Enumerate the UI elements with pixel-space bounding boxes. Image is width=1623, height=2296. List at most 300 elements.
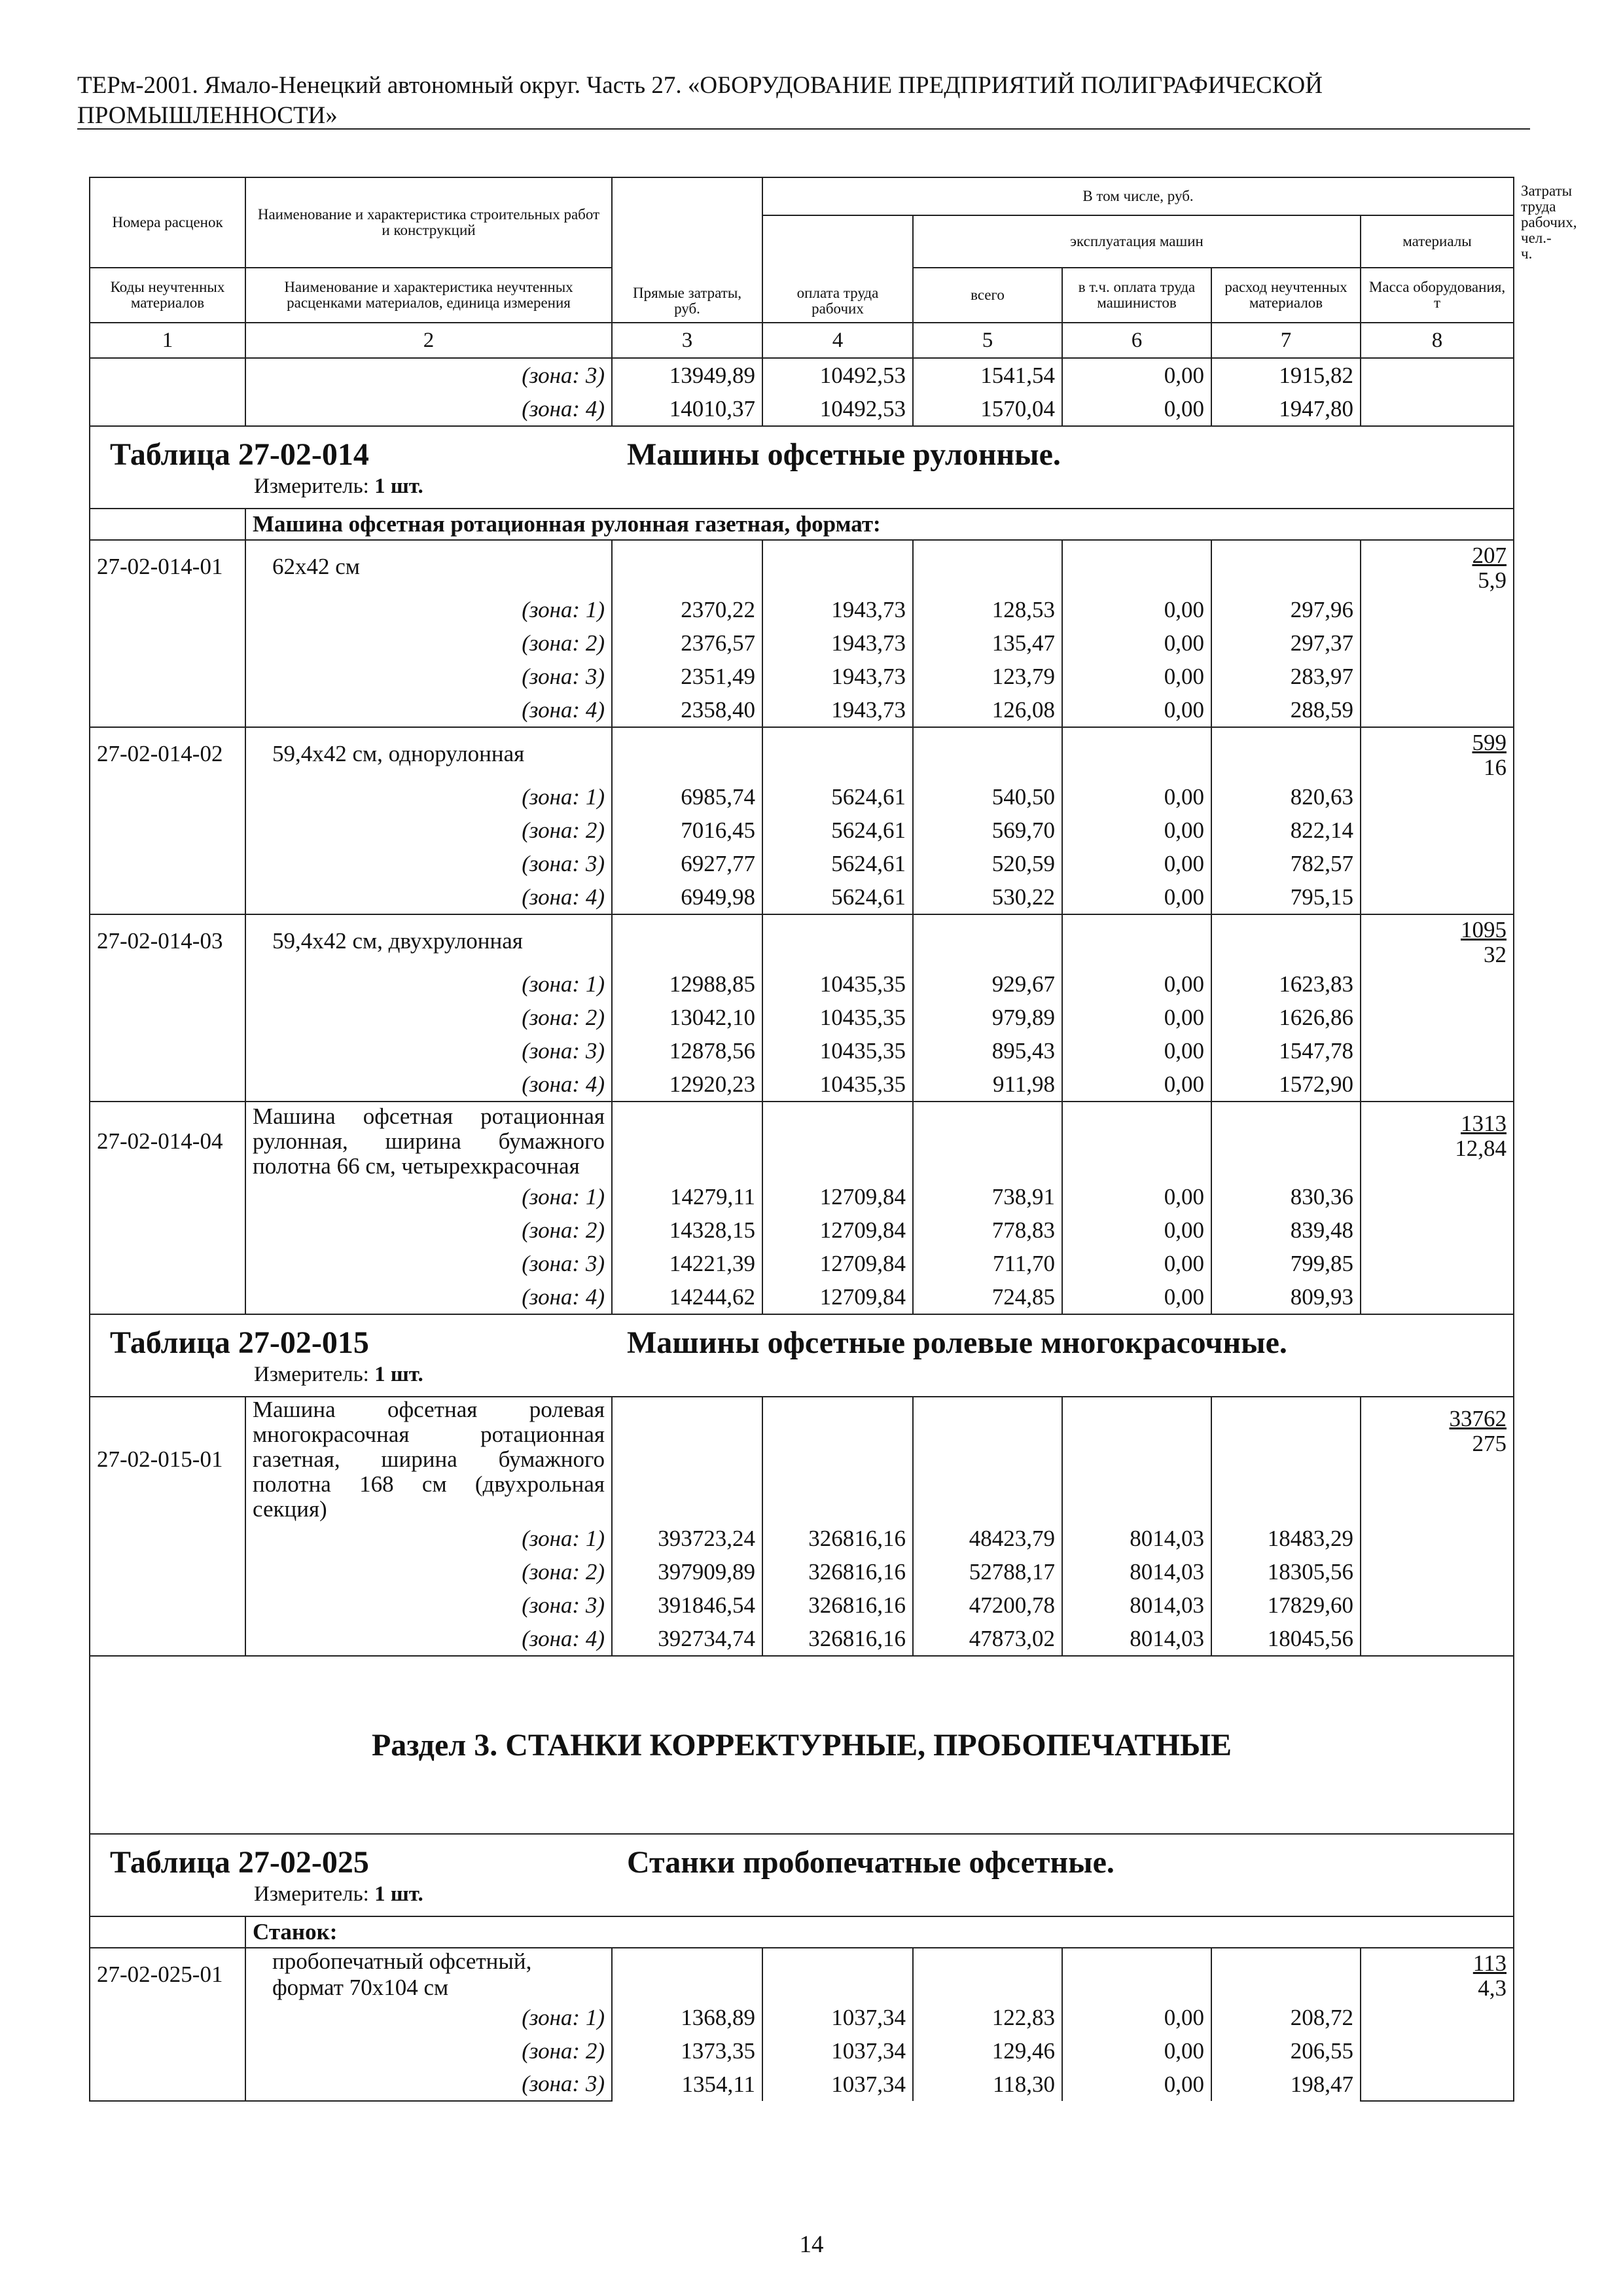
zone-label: (зона: 4) — [245, 1280, 612, 1314]
value-cell: 14244,62 — [612, 1280, 762, 1314]
table-row — [90, 660, 1514, 693]
zone-label: (зона: 4) — [245, 392, 612, 426]
rates-table — [89, 177, 1577, 2102]
empty-cell — [1062, 1102, 1211, 1180]
labor-value: 113 — [1472, 1950, 1507, 1976]
value-cell: 288,59 — [1211, 693, 1361, 727]
mass-cell — [1361, 2068, 1514, 2101]
labor-mass-cell — [1361, 1397, 1514, 1522]
value-cell: 12709,84 — [762, 1280, 913, 1314]
value-cell: 118,30 — [913, 2068, 1062, 2101]
zone-label: (зона: 4) — [245, 1067, 612, 1102]
value-cell: 830,36 — [1211, 1180, 1361, 1213]
table-row — [90, 1034, 1514, 1067]
empty-cell — [913, 914, 1062, 967]
zone-label: (зона: 1) — [245, 2001, 612, 2034]
table-row — [90, 1522, 1514, 1555]
value-cell: 0,00 — [1062, 1213, 1211, 1247]
mass-value: 275 — [1472, 1431, 1507, 1456]
zone-label: (зона: 1) — [245, 593, 612, 626]
empty-cell — [612, 540, 762, 593]
value-cell: 0,00 — [1062, 880, 1211, 914]
value-cell: 10492,53 — [762, 358, 913, 392]
zone-label: (зона: 2) — [245, 814, 612, 847]
col-naim: Наименование и характеристика строительных работ и конструкций — [245, 177, 612, 268]
item-row — [90, 1948, 1514, 2001]
value-cell: 0,00 — [1062, 967, 1211, 1001]
rate-code: 27-02-014-03 — [90, 914, 245, 967]
rate-code: 27-02-015-01 — [90, 1397, 245, 1522]
mass-cell — [1361, 1180, 1514, 1213]
value-cell: 1572,90 — [1211, 1067, 1361, 1102]
mass-cell — [1361, 1522, 1514, 1555]
mass-cell — [1361, 593, 1514, 626]
value-cell: 839,48 — [1211, 1213, 1361, 1247]
table-title-row — [90, 1314, 1514, 1397]
empty-cell — [762, 1397, 913, 1522]
rate-name: 59,4х42 см, двухрулонная — [245, 914, 612, 967]
mass-value: 16 — [1484, 755, 1507, 780]
rate-name: Машина офсетная ротационная рулонная, ширина бумажного полотна 66 см, четырехкрасочная — [245, 1102, 612, 1180]
group-label: Станок: — [245, 1916, 1514, 1948]
value-cell: 0,00 — [1062, 392, 1211, 426]
mass-cell — [1361, 2034, 1514, 2068]
zone-label: (зона: 3) — [245, 1247, 612, 1280]
value-cell: 10435,35 — [762, 1001, 913, 1034]
code-cell — [90, 1555, 245, 1588]
value-cell: 198,47 — [1211, 2068, 1361, 2101]
value-cell: 206,55 — [1211, 2034, 1361, 2068]
value-cell: 1037,34 — [762, 2001, 913, 2034]
value-cell: 0,00 — [1062, 2068, 1211, 2101]
col-num-4: 4 — [762, 323, 913, 358]
mass-cell — [1361, 1213, 1514, 1247]
value-cell: 0,00 — [1062, 693, 1211, 727]
empty-cell — [1211, 540, 1361, 593]
col-pryamye: Прямые затраты, руб. — [612, 177, 762, 323]
value-cell: 1623,83 — [1211, 967, 1361, 1001]
value-cell: 1947,80 — [1211, 392, 1361, 426]
mass-cell — [1361, 1001, 1514, 1034]
table-row — [90, 392, 1514, 426]
value-cell: 540,50 — [913, 780, 1062, 814]
zone-label: (зона: 4) — [245, 880, 612, 914]
code-cell — [90, 626, 245, 660]
zone-label: (зона: 3) — [245, 2068, 612, 2101]
table-row — [90, 2068, 1514, 2101]
col-naim2: Наименование и характеристика неучтенных расценками материалов, единица измерения — [245, 268, 612, 323]
value-cell: 738,91 — [913, 1180, 1062, 1213]
table-title-row — [90, 1834, 1514, 1916]
code-cell — [90, 1247, 245, 1280]
empty-cell — [913, 727, 1062, 780]
labor-mass-cell — [1361, 914, 1514, 967]
code-cell — [90, 1522, 245, 1555]
value-cell: 129,46 — [913, 2034, 1062, 2068]
code-cell — [90, 1180, 245, 1213]
empty-cell — [762, 727, 913, 780]
table-title: Машины офсетные ролевые многокрасочные. — [627, 1325, 1287, 1360]
value-cell: 809,93 — [1211, 1280, 1361, 1314]
value-cell: 123,79 — [913, 660, 1062, 693]
value-cell: 2351,49 — [612, 660, 762, 693]
value-cell: 2376,57 — [612, 626, 762, 660]
measure-line — [110, 1882, 1513, 1907]
value-cell: 7016,45 — [612, 814, 762, 847]
mass-value: 5,9 — [1478, 567, 1507, 593]
code-cell — [90, 693, 245, 727]
mass-cell — [1361, 780, 1514, 814]
table-row — [90, 1555, 1514, 1588]
zone-label: (зона: 1) — [245, 1522, 612, 1555]
table-row — [90, 847, 1514, 880]
col-num-7: 7 — [1211, 323, 1361, 358]
value-cell: 297,37 — [1211, 626, 1361, 660]
table-row — [90, 693, 1514, 727]
col-num-3: 3 — [612, 323, 762, 358]
zone-label: (зона: 3) — [245, 1034, 612, 1067]
value-cell: 0,00 — [1062, 1034, 1211, 1067]
code-cell — [90, 358, 245, 392]
empty-cell — [762, 1102, 913, 1180]
code-cell — [90, 967, 245, 1001]
code-cell — [90, 1001, 245, 1034]
code-cell — [90, 660, 245, 693]
col-vtom: В том числе, руб. — [762, 177, 1514, 215]
value-cell: 393723,24 — [612, 1522, 762, 1555]
mass-cell — [1361, 1588, 1514, 1622]
code-cell — [90, 847, 245, 880]
rate-name: 59,4х42 см, однорулонная — [245, 727, 612, 780]
table-row — [90, 967, 1514, 1001]
value-cell: 397909,89 — [612, 1555, 762, 1588]
table-number: Таблица 27-02-025 — [110, 1845, 369, 1880]
empty-cell — [913, 1102, 1062, 1180]
labor-mass-cell — [1361, 1948, 1514, 2001]
head-row-1: Номера расценок Наименование и характеристика строительных работ и конструкций Прямые затраты, руб. В том числе, руб. Затраты труда рабочих, чел.-ч. — [90, 177, 1514, 215]
rate-code: 27-02-014-04 — [90, 1102, 245, 1180]
value-cell: 122,83 — [913, 2001, 1062, 2034]
empty-cell — [1211, 1948, 1361, 2001]
measure-value: 1 шт. — [374, 475, 423, 498]
value-cell: 48423,79 — [913, 1522, 1062, 1555]
value-cell: 5624,61 — [762, 880, 913, 914]
col-rashod: расход неучтенных материалов — [1211, 268, 1361, 323]
empty-cell — [913, 540, 1062, 593]
head-numbers-row — [90, 323, 1514, 358]
value-cell: 14010,37 — [612, 392, 762, 426]
code-cell — [90, 814, 245, 847]
value-cell: 929,67 — [913, 967, 1062, 1001]
value-cell: 8014,03 — [1062, 1588, 1211, 1622]
table-row — [90, 2034, 1514, 2068]
item-row — [90, 540, 1514, 593]
empty-cell — [612, 914, 762, 967]
value-cell: 8014,03 — [1062, 1622, 1211, 1656]
mass-cell — [1361, 814, 1514, 847]
labor-value: 207 — [1472, 543, 1507, 568]
table-title-line — [110, 436, 1513, 474]
value-cell: 0,00 — [1062, 847, 1211, 880]
value-cell: 0,00 — [1062, 1247, 1211, 1280]
table-row — [90, 1180, 1514, 1213]
mass-cell — [1361, 1247, 1514, 1280]
mass-cell — [1361, 358, 1514, 392]
value-cell: 2358,40 — [612, 693, 762, 727]
value-cell: 208,72 — [1211, 2001, 1361, 2034]
page-number: 14 — [799, 2231, 824, 2258]
measure-value: 1 шт. — [374, 1882, 423, 1906]
zone-label: (зона: 1) — [245, 1180, 612, 1213]
table-row — [90, 1622, 1514, 1656]
table-row — [90, 814, 1514, 847]
empty-cell — [762, 540, 913, 593]
mass-cell — [1361, 1034, 1514, 1067]
labor-mass-cell — [1361, 540, 1514, 593]
table-title: Машины офсетные рулонные. — [627, 437, 1061, 472]
zone-label: (зона: 3) — [245, 1588, 612, 1622]
value-cell: 14221,39 — [612, 1247, 762, 1280]
value-cell: 6985,74 — [612, 780, 762, 814]
value-cell: 47200,78 — [913, 1588, 1062, 1622]
code-cell — [90, 1213, 245, 1247]
value-cell: 1570,04 — [913, 392, 1062, 426]
empty-cell — [1062, 540, 1211, 593]
value-cell: 12988,85 — [612, 967, 762, 1001]
value-cell: 14328,15 — [612, 1213, 762, 1247]
mass-cell — [1361, 626, 1514, 660]
value-cell: 1943,73 — [762, 693, 913, 727]
value-cell: 1368,89 — [612, 2001, 762, 2034]
value-cell: 18305,56 — [1211, 1555, 1361, 1588]
code-cell — [90, 1588, 245, 1622]
empty-cell — [1062, 1397, 1211, 1522]
value-cell: 1626,86 — [1211, 1001, 1361, 1034]
col-num-8: 8 — [1361, 323, 1514, 358]
value-cell: 12878,56 — [612, 1034, 762, 1067]
value-cell: 0,00 — [1062, 1280, 1211, 1314]
empty-cell — [1211, 1102, 1361, 1180]
labor-value: 33762 — [1449, 1406, 1507, 1431]
mass-cell — [1361, 880, 1514, 914]
group-row — [90, 1916, 1514, 1948]
empty-cell — [612, 1102, 762, 1180]
code-cell — [90, 1622, 245, 1656]
value-cell: 12709,84 — [762, 1247, 913, 1280]
value-cell: 12920,23 — [612, 1067, 762, 1102]
value-cell: 128,53 — [913, 593, 1062, 626]
col-oplata: оплата труда рабочих — [762, 215, 913, 323]
empty-cell — [1211, 1397, 1361, 1522]
code-cell — [90, 509, 245, 540]
value-cell: 0,00 — [1062, 780, 1211, 814]
empty-cell — [1062, 727, 1211, 780]
code-cell — [90, 593, 245, 626]
rate-name: 62х42 см — [245, 540, 612, 593]
value-cell: 6927,77 — [612, 847, 762, 880]
value-cell: 569,70 — [913, 814, 1062, 847]
table-row — [90, 626, 1514, 660]
value-cell: 135,47 — [913, 626, 1062, 660]
value-cell: 1354,11 — [612, 2068, 762, 2101]
value-cell: 326816,16 — [762, 1555, 913, 1588]
code-cell — [90, 2068, 245, 2101]
value-cell: 0,00 — [1062, 1067, 1211, 1102]
table-row — [90, 2001, 1514, 2034]
code-cell — [90, 780, 245, 814]
value-cell: 799,85 — [1211, 1247, 1361, 1280]
col-num-2: 2 — [245, 323, 612, 358]
empty-cell — [913, 1397, 1062, 1522]
item-row — [90, 1397, 1514, 1522]
item-row — [90, 914, 1514, 967]
code-cell — [90, 1067, 245, 1102]
value-cell: 0,00 — [1062, 2034, 1211, 2068]
table-title-line — [110, 1324, 1513, 1362]
value-cell: 0,00 — [1062, 1180, 1211, 1213]
value-cell: 778,83 — [913, 1213, 1062, 1247]
mass-cell — [1361, 693, 1514, 727]
value-cell: 391846,54 — [612, 1588, 762, 1622]
table-row — [90, 1588, 1514, 1622]
value-cell: 392734,74 — [612, 1622, 762, 1656]
value-cell: 820,63 — [1211, 780, 1361, 814]
table-row — [90, 593, 1514, 626]
zone-label: (зона: 1) — [245, 780, 612, 814]
mass-cell — [1361, 2001, 1514, 2034]
value-cell: 12709,84 — [762, 1213, 913, 1247]
table-row — [90, 1247, 1514, 1280]
value-cell: 10435,35 — [762, 1034, 913, 1067]
mass-value: 12,84 — [1455, 1136, 1507, 1161]
value-cell: 795,15 — [1211, 880, 1361, 914]
value-cell: 126,08 — [913, 693, 1062, 727]
value-cell: 297,96 — [1211, 593, 1361, 626]
col-materialy: материалы — [1361, 215, 1514, 268]
col-ekspl: эксплуатация машин — [913, 215, 1361, 268]
rate-name: Машина офсетная ролевая многокрасочная ротационная газетная, ширина бумажного полотна 168 см (двухрольная секция) — [245, 1397, 612, 1522]
empty-cell — [1062, 914, 1211, 967]
value-cell: 326816,16 — [762, 1588, 913, 1622]
col-nomera: Номера расценок — [90, 177, 245, 268]
rate-code: 27-02-025-01 — [90, 1948, 245, 2001]
value-cell: 0,00 — [1062, 626, 1211, 660]
value-cell: 8014,03 — [1062, 1555, 1211, 1588]
value-cell: 13949,89 — [612, 358, 762, 392]
value-cell: 2370,22 — [612, 593, 762, 626]
value-cell: 12709,84 — [762, 1180, 913, 1213]
measure-value: 1 шт. — [374, 1363, 423, 1386]
value-cell: 1037,34 — [762, 2068, 913, 2101]
labor-value: 1095 — [1461, 917, 1507, 942]
empty-cell — [612, 1948, 762, 2001]
value-cell: 711,70 — [913, 1247, 1062, 1280]
col-massa: Масса оборудования, т — [1361, 268, 1514, 323]
rate-name: пробопечатный офсетный, формат 70х104 см — [245, 1948, 612, 2001]
code-cell — [90, 1280, 245, 1314]
mass-cell — [1361, 392, 1514, 426]
group-row — [90, 509, 1514, 540]
table-title-line — [110, 1844, 1513, 1882]
rates-table-body — [90, 177, 1577, 2101]
empty-cell — [913, 1948, 1062, 2001]
labor-mass-cell — [1361, 727, 1514, 780]
value-cell: 0,00 — [1062, 814, 1211, 847]
table-title: Станки пробопечатные офсетные. — [627, 1845, 1115, 1880]
col-num-1: 1 — [90, 323, 245, 358]
zone-label: (зона: 3) — [245, 847, 612, 880]
item-row — [90, 727, 1514, 780]
mass-cell — [1361, 967, 1514, 1001]
zone-label: (зона: 3) — [245, 660, 612, 693]
value-cell: 10435,35 — [762, 1067, 913, 1102]
table-row — [90, 880, 1514, 914]
group-label: Машина офсетная ротационная рулонная газетная, формат: — [245, 509, 1514, 540]
zone-label: (зона: 3) — [245, 358, 612, 392]
measure-label: Измеритель: — [254, 1882, 375, 1906]
value-cell: 5624,61 — [762, 847, 913, 880]
value-cell: 911,98 — [913, 1067, 1062, 1102]
value-cell: 979,89 — [913, 1001, 1062, 1034]
value-cell: 0,00 — [1062, 593, 1211, 626]
section-title: Раздел 3. СТАНКИ КОРРЕКТУРНЫЕ, ПРОБОПЕЧАТНЫЕ — [90, 1656, 1514, 1834]
table-row — [90, 358, 1514, 392]
value-cell: 1547,78 — [1211, 1034, 1361, 1067]
mass-cell — [1361, 660, 1514, 693]
value-cell: 530,22 — [913, 880, 1062, 914]
empty-cell — [612, 1397, 762, 1522]
code-cell — [90, 392, 245, 426]
value-cell: 13042,10 — [612, 1001, 762, 1034]
col-vtch: в т.ч. оплата труда машинистов — [1062, 268, 1211, 323]
mass-value: 32 — [1484, 942, 1507, 967]
code-cell — [90, 2001, 245, 2034]
measure-label: Измеритель: — [254, 475, 375, 498]
mass-cell — [1361, 1280, 1514, 1314]
value-cell: 326816,16 — [762, 1622, 913, 1656]
empty-cell — [1062, 1948, 1211, 2001]
header-line-1: ТЕРм-2001. Ямало-Ненецкий автономный округ. Часть 27. «ОБОРУДОВАНИЕ ПРЕДПРИЯТИЙ ПОЛИГРАФИЧЕСКОЙ — [77, 72, 1323, 99]
zone-label: (зона: 2) — [245, 1213, 612, 1247]
value-cell: 1541,54 — [913, 358, 1062, 392]
value-cell: 1943,73 — [762, 660, 913, 693]
value-cell: 0,00 — [1062, 660, 1211, 693]
header-rule — [77, 128, 1530, 130]
rate-code: 27-02-014-02 — [90, 727, 245, 780]
col-vsego: всего — [913, 268, 1062, 323]
table-number: Таблица 27-02-015 — [110, 1325, 369, 1360]
labor-mass-cell — [1361, 1102, 1514, 1180]
value-cell: 8014,03 — [1062, 1522, 1211, 1555]
table-row — [90, 1067, 1514, 1102]
labor-value: 599 — [1472, 730, 1507, 755]
table-row — [90, 780, 1514, 814]
table-row — [90, 1213, 1514, 1247]
rate-code: 27-02-014-01 — [90, 540, 245, 593]
zone-label: (зона: 1) — [245, 967, 612, 1001]
empty-cell — [1211, 727, 1361, 780]
document-header — [77, 71, 1510, 131]
value-cell: 0,00 — [1062, 1001, 1211, 1034]
zone-label: (зона: 2) — [245, 1555, 612, 1588]
value-cell: 5624,61 — [762, 814, 913, 847]
value-cell: 18045,56 — [1211, 1622, 1361, 1656]
zone-label: (зона: 2) — [245, 2034, 612, 2068]
value-cell: 0,00 — [1062, 2001, 1211, 2034]
mass-cell — [1361, 1555, 1514, 1588]
zone-label: (зона: 4) — [245, 693, 612, 727]
value-cell: 10492,53 — [762, 392, 913, 426]
